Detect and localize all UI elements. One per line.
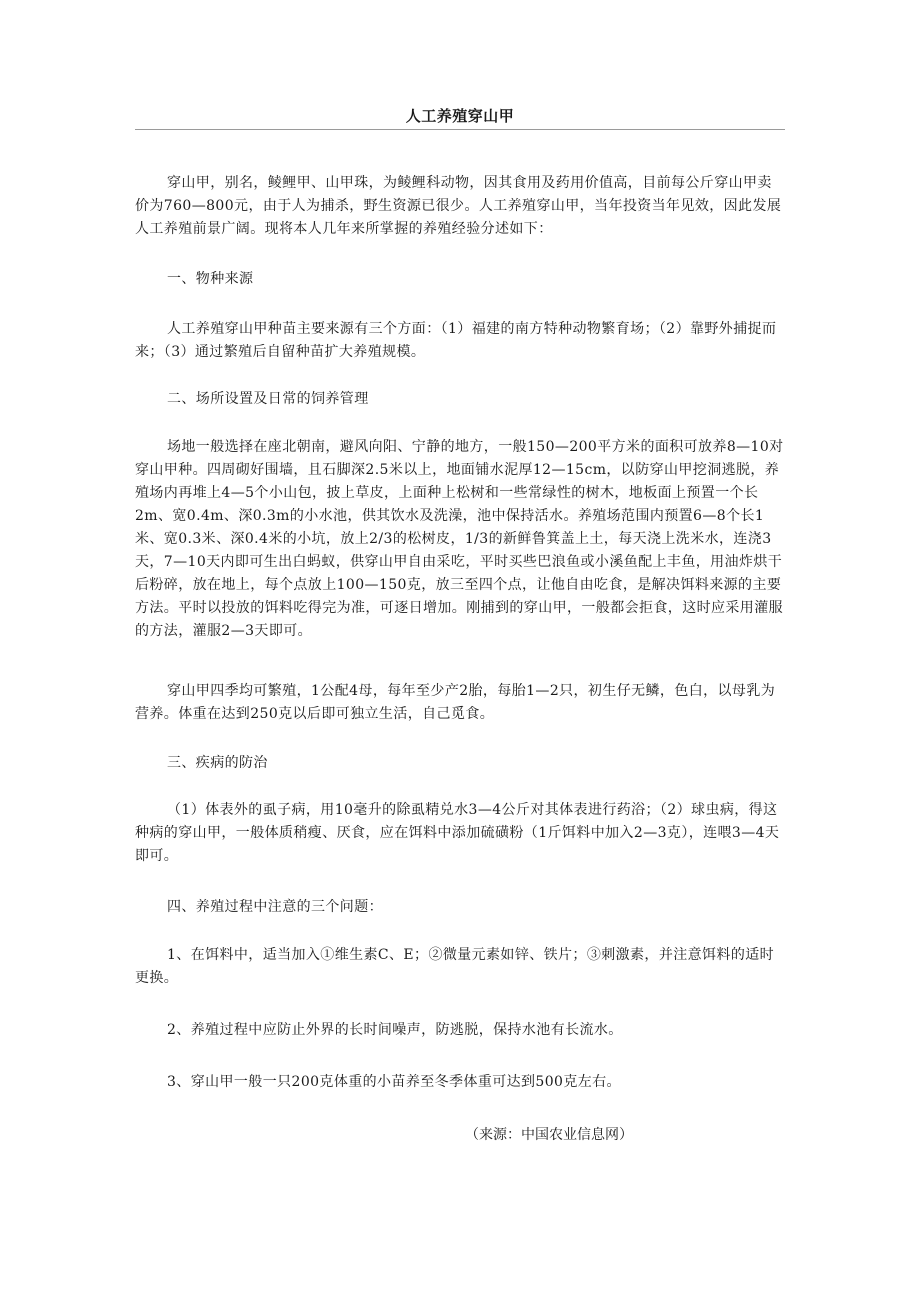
document-title: 人工养殖穿山甲: [405, 107, 515, 125]
section-4-item-2: 2、养殖过程中应防止外界的长时间噪声，防逃脱，保持水池有长流水。: [167, 1022, 623, 1038]
section-2-paragraph-1: 场地一般选择在座北朝南，避风向阳、宁静的地方，一般150—200平方米的面积可放养8—10对穿山甲种。四周砌好围墙，且石脚深2.5米以上，地面铺水泥厚12—15cm，以防穿山甲挖洞逃脱，养殖场内再堆上4—5个小山包，披上草皮，上面种上松树和一些常绿性的树木，地板面上预置一个长2m、宽0.4m、深0.3m的小水池，供其饮水及洗澡，池中保持活水。养殖场范围内预置6—8个长1米、宽0.3米、深0.4米的小坑，放上2/3的松树皮，1/3的新鲜鲁箕盖上土，每天浇上洗米水，连浇3天，7—10天内即可生出白蚂蚁，供穿山甲自由采吃，平时买些巴浪鱼或小溪鱼配上丰鱼，用油炸烘干后粉碎，放在地上，每个点放上100—150克，放三至四个点，让他自由吃食，是解决饵料来源的主要方法。平时以投放的饵料吃得完为准，可逐日增加。刚捕到的穿山甲，一般都会拒食，这时应采用灌服的方法，灌服2—3天即可。: [135, 439, 784, 639]
section-1-paragraph-1: 人工养殖穿山甲种苗主要来源有三个方面：（1）福建的南方特种动物繁育场；（2）靠野外捕捉而来；（3）通过繁殖后自留种苗扩大养殖规模。: [135, 321, 777, 360]
title-divider: [135, 129, 785, 130]
section-4-item-3: 3、穿山甲一般一只200克体重的小苗养至冬季体重可达到500克左右。: [167, 1074, 621, 1090]
section-4-item-1: 1、在饵料中，适当加入①维生素C、E；②微量元素如锌、铁片；③刺激素，并注意饵料的适时更换。: [135, 947, 775, 986]
section-2-paragraph-2: 穿山甲四季均可繁殖，1公配4母，每年至少产2胎，每胎1—2只，初生仔无鳞，色白，以母乳为营养。体重在达到250克以后即可独立生活，自己觅食。: [135, 683, 776, 722]
source-attribution: （来源：中国农业信息网）: [465, 1127, 633, 1143]
section-3-paragraph-1: （1）体表外的虱子病，用10毫升的除虱精兑水3—4公斤对其体表进行药浴；（2）球虫病，得这种病的穿山甲，一般体质稍瘦、厌食，应在饵料中添加硫磺粉（1斤饵料中加入2—3克），连喂3—4天即可。: [135, 802, 780, 864]
section-1-heading: 一、物种来源: [167, 271, 254, 287]
intro-paragraph: 穿山甲，别名，鲮鲤甲、山甲珠，为鲮鲤科动物，因其食用及药用价值高，目前每公斤穿山甲卖价为760—800元，由于人为捕杀，野生资源已很少。人工养殖穿山甲，当年投资当年见效，因此发展人工养殖前景广阔。现将本人几年来所掌握的养殖经验分述如下：: [135, 175, 782, 237]
section-4-heading: 四、养殖过程中注意的三个问题：: [167, 899, 383, 915]
section-3-heading: 三、疾病的防治: [167, 755, 268, 771]
section-2-heading: 二、场所设置及日常的饲养管理: [167, 391, 369, 407]
